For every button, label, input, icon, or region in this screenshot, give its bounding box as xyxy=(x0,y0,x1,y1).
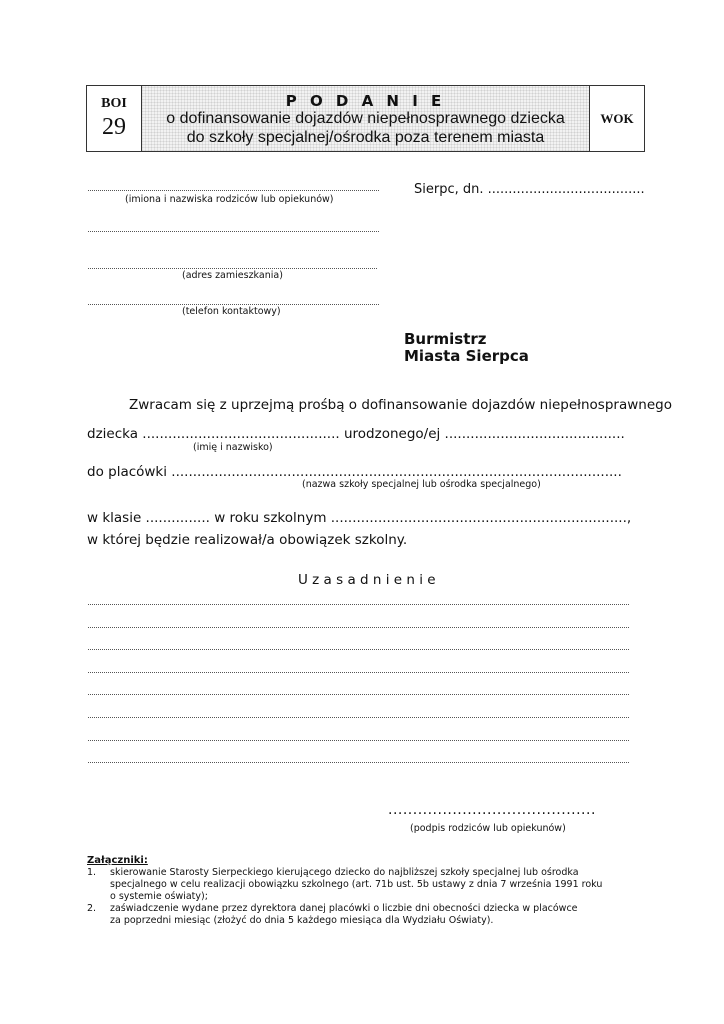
justification-heading: U z a s a d n i e n i e xyxy=(298,572,436,588)
justification-line[interactable] xyxy=(88,752,629,763)
form-subtitle-line1: o dofinansowanie dojazdów niepełnosprawnego dziecka xyxy=(166,110,565,127)
form-code-number: 29 xyxy=(102,114,126,140)
form-title-cell xyxy=(142,86,589,151)
justification-line[interactable] xyxy=(88,730,629,741)
justification-line[interactable] xyxy=(88,707,629,718)
attachments-list xyxy=(87,867,647,927)
attachment-line: specjalnego w celu realizacji obowiązku szkolnego (art. 71b ust. 5b ustawy z dnia 7 września 1991 roku xyxy=(110,879,603,890)
child-name-caption: (imię i nazwisko) xyxy=(193,442,273,453)
form-title: P O D A N I E xyxy=(285,92,446,110)
facility-line[interactable]: do placówki ......................................................................................................... xyxy=(87,464,622,480)
attachment-item xyxy=(87,867,647,903)
justification-line[interactable] xyxy=(88,639,629,650)
request-intro: Zwracam się z uprzejmą prośbą o dofinansowanie dojazdów niepełnosprawnego xyxy=(129,397,672,413)
attachment-number: 2. xyxy=(87,903,97,914)
applicant-names-caption: (imiona i nazwiska rodziców lub opiekunów) xyxy=(125,194,334,205)
applicant-names-field[interactable] xyxy=(88,178,379,191)
signature-caption: (podpis rodziców lub opiekunów) xyxy=(410,823,566,834)
facility-caption: (nazwa szkoły specjalnej lub ośrodka specjalnego) xyxy=(302,479,541,490)
place-date-field[interactable]: Sierpc, dn. ...................................... xyxy=(414,182,645,197)
addressee-line1: Burmistrz xyxy=(404,330,487,348)
address-caption: (adres zamieszkania) xyxy=(182,270,283,281)
attachment-item xyxy=(87,903,647,927)
attachment-number: 1. xyxy=(87,867,97,878)
class-year-line[interactable]: w klasie ............... w roku szkolnym ....................................................................., xyxy=(87,510,632,526)
phone-field[interactable] xyxy=(88,292,379,305)
attachment-line: o systemie oświaty); xyxy=(110,891,208,902)
attachments-heading: Załączniki: xyxy=(87,855,148,866)
attachment-line: za poprzedni miesiąc (złożyć do dnia 5 każdego miesiąca dla Wydziału Oświaty). xyxy=(110,915,494,926)
form-subtitle-line2: do szkoły specjalnej/ośrodka poza terenem miasta xyxy=(186,129,545,146)
justification-line[interactable] xyxy=(88,617,629,628)
justification-lines[interactable] xyxy=(88,594,629,775)
form-code-label: BOI xyxy=(101,96,127,111)
justification-line[interactable] xyxy=(88,684,629,695)
child-name-line[interactable]: dziecka .............................................. urodzonego/ej .......................................... xyxy=(87,426,625,442)
attachment-line: skierowanie Starosty Sierpeckiego kierującego dziecko do najbliższej szkoły specjalnej lub ośrodka xyxy=(110,867,579,878)
signature-dots[interactable]: .......................................... xyxy=(388,802,596,818)
department-cell xyxy=(589,86,644,151)
obligation-line: w której będzie realizował/a obowiązek szkolny. xyxy=(87,532,408,548)
department-code: WOK xyxy=(600,111,634,126)
justification-line[interactable] xyxy=(88,662,629,673)
addressee-line2: Miasta Sierpca xyxy=(404,347,529,365)
justification-line[interactable] xyxy=(88,594,629,605)
form-code-cell xyxy=(87,86,142,151)
applicant-names-field-2[interactable] xyxy=(88,219,379,232)
form-header xyxy=(86,85,645,152)
attachment-line: zaświadczenie wydane przez dyrektora danej placówki o liczbie dni obecności dziecka w placówce xyxy=(110,903,578,914)
address-field[interactable] xyxy=(88,256,377,269)
phone-caption: (telefon kontaktowy) xyxy=(182,306,281,317)
